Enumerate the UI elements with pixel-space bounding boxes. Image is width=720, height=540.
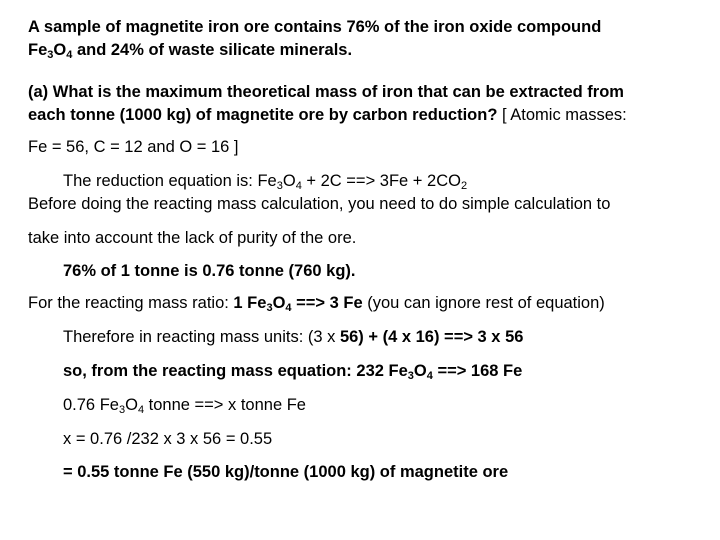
ratio-note: (you can ignore rest of equation) <box>362 294 605 312</box>
eq-sub-3: 2 <box>460 180 468 192</box>
reacting-mass-ratio <box>28 293 605 313</box>
masseq-text-b: O <box>413 362 427 380</box>
eq-sub-1: 3 <box>276 180 283 192</box>
units-text-a: Therefore in reacting mass units: (3 x <box>63 328 340 346</box>
masseq-text-a: so, from the reacting mass equation: 232 Fe <box>63 362 408 380</box>
eq-text-b: O <box>282 172 296 190</box>
reacting-mass-units <box>63 327 523 347</box>
intro-sub-4: 4 <box>66 49 73 61</box>
purity-line-1: Before doing the reacting mass calculation, you need to do simple calculation to <box>28 195 611 213</box>
eq-sub-2: 4 <box>295 180 302 192</box>
calc1-text-b: O <box>125 396 138 414</box>
ratio-sub-2: 4 <box>285 302 292 314</box>
ratio-o: O <box>272 294 286 312</box>
question-line-2 <box>28 105 627 125</box>
intro-o: O <box>53 41 67 59</box>
intro-rest: and 24% of waste silicate minerals. <box>72 41 353 59</box>
masseq-sub-2: 4 <box>426 370 433 382</box>
reacting-mass-equation <box>63 361 522 381</box>
final-answer: = 0.55 tonne Fe (550 kg)/tonne (1000 kg) of magnetite ore <box>63 463 509 481</box>
step-76-percent: 76% of 1 tonne is 0.76 tonne (760 kg). <box>63 262 356 280</box>
question-atomic-masses: [ Atomic masses: <box>497 106 627 124</box>
masseq-sub-1: 3 <box>407 370 414 382</box>
ratio-bold <box>233 294 362 312</box>
calc-line-1 <box>63 395 306 415</box>
reduction-equation <box>63 171 467 191</box>
calc1-sub-1: 3 <box>118 404 126 416</box>
ratio-text-a: For the reacting mass ratio: <box>28 294 234 312</box>
calc1-text-a: 0.76 Fe <box>63 396 119 414</box>
intro-line-1: A sample of magnetite iron ore contains 76% of the iron oxide compound <box>28 18 602 36</box>
calc-line-2: x = 0.76 /232 x 3 x 56 = 0.55 <box>63 430 273 448</box>
eq-text-c: + 2C ==> 3Fe + 2CO <box>301 172 461 190</box>
intro-fe: Fe <box>28 41 48 59</box>
masseq-text-c: ==> 168 Fe <box>432 362 523 380</box>
eq-text-a: The reduction equation is: Fe <box>63 172 277 190</box>
ratio-product: ==> 3 Fe <box>291 294 363 312</box>
intro-sub-3: 3 <box>47 49 54 61</box>
intro-line-2 <box>28 40 352 60</box>
calc1-text-c: tonne ==> x tonne Fe <box>144 396 306 414</box>
calc1-sub-2: 4 <box>137 404 145 416</box>
purity-line-2: take into account the lack of purity of the ore. <box>28 229 357 247</box>
question-line-1: (a) What is the maximum theoretical mass of iron that can be extracted from <box>28 83 624 101</box>
ratio-fe: 1 Fe <box>233 294 267 312</box>
ratio-sub-1: 3 <box>266 302 273 314</box>
question-line-3: Fe = 56, C = 12 and O = 16 ] <box>28 138 239 156</box>
question-bold-part: each tonne (1000 kg) of magnetite ore by carbon reduction? <box>28 106 498 124</box>
units-text-b: 56) + (4 x 16) ==> 3 x 56 <box>339 328 524 346</box>
